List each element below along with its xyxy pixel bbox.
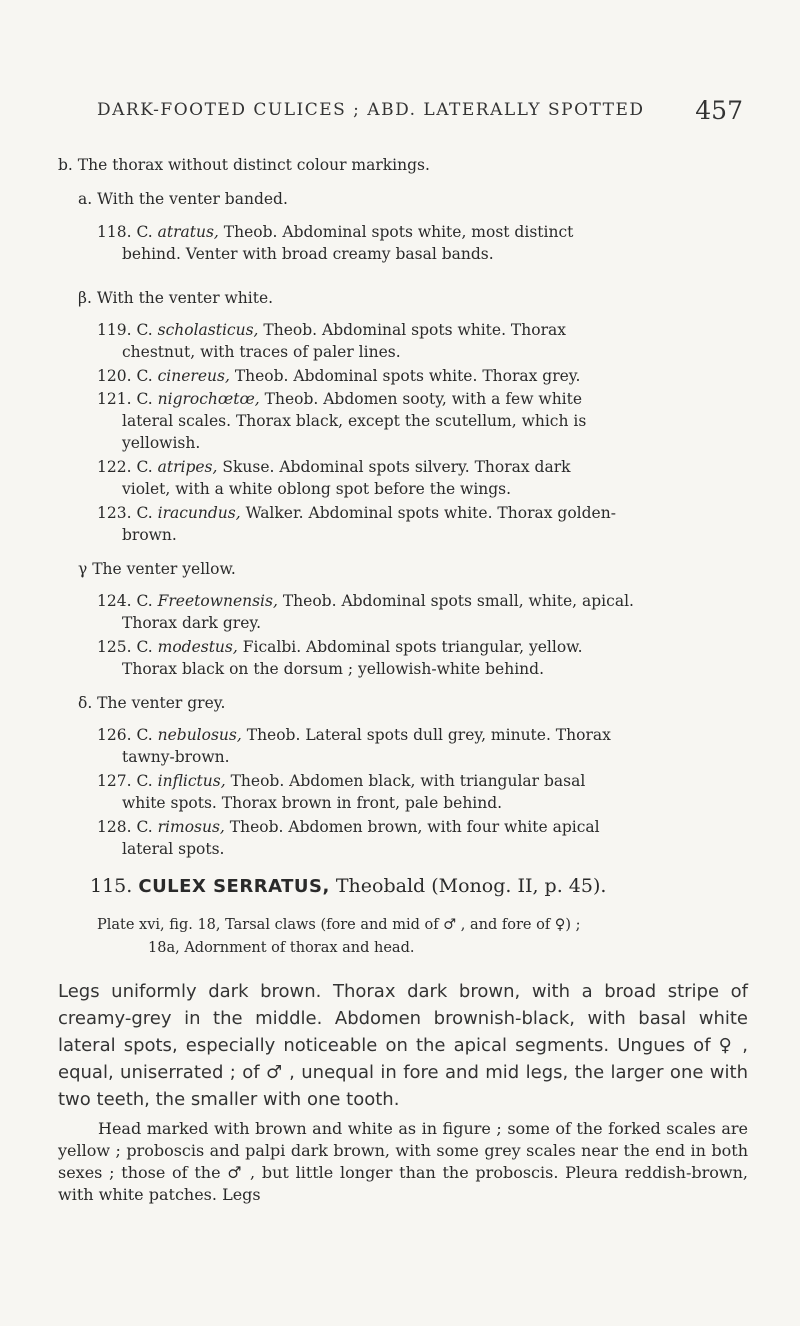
species-heading xyxy=(90,875,606,897)
species-detail xyxy=(58,1118,748,1206)
key-heading-b: b. The thorax without distinct colour markings. xyxy=(58,156,430,174)
key-entry-126: 126. C. nebulosus, Theob. Lateral spots dull grey, minute. Thorax tawny-brown. xyxy=(97,726,611,766)
description-paragraph: Legs uniformly dark brown. Thorax dark brown, with a broad stripe of creamy-grey in the middle. Abdomen brownish-black, with basal white lateral spots, especially noticeable on the apical segments. Ungues of ♀ , equal, uniserrated ; of ♂ , unequal in fore and mid legs, the larger one with two teeth, the smaller with one tooth. xyxy=(58,981,748,1110)
species-number: 115. xyxy=(90,875,133,897)
plate-reference xyxy=(97,914,581,960)
key-heading-delta: δ. The venter grey. xyxy=(78,694,226,712)
key-heading-alpha: a. With the venter banded. xyxy=(78,190,288,208)
key-heading-gamma: γ The venter yellow. xyxy=(78,560,236,578)
key-entry-121: 121. C. nigrochœtœ, Theob. Abdomen sooty, with a few white lateral scales. Thorax black, except the scutellum, which is yellowish. xyxy=(97,390,587,452)
key-heading-beta: β. With the venter white. xyxy=(78,289,274,307)
key-entry-124: 124. C. Freetownensis, Theob. Abdominal spots small, white, apical. Thorax dark grey. xyxy=(97,592,634,632)
species-authority: Theobald (Monog. II, p. 45). xyxy=(335,875,607,897)
plate-line-2: 18a, Adornment of thorax and head. xyxy=(148,940,415,956)
key-entry-125: 125. C. modestus, Ficalbi. Abdominal spots triangular, yellow. Thorax black on the dorsum ; yellowish-white behind. xyxy=(97,638,583,678)
running-head xyxy=(0,96,800,126)
running-head-title: DARK-FOOTED CULICES ; ABD. LATERALLY SPOTTED xyxy=(97,100,645,120)
detail-paragraph: Head marked with brown and white as in figure ; some of the forked scales are yellow ; proboscis and palpi dark brown, with some grey scales near the end in both sexes ; those of the ♂ , but little longer than the proboscis. Pleura reddish-brown, with white patches. Legs xyxy=(58,1119,748,1204)
key-entry-120: 120. C. cinereus, Theob. Abdominal spots white. Thorax grey. xyxy=(97,367,581,385)
key-entry-128: 128. C. rimosus, Theob. Abdomen brown, with four white apical lateral spots. xyxy=(97,818,600,858)
species-name: CULEX SERRATUS, xyxy=(138,876,330,897)
page-number: 457 xyxy=(695,96,743,125)
key-entry-118: 118. C. atratus, Theob. Abdominal spots white, most distinct behind. Venter with broad creamy basal bands. xyxy=(97,223,574,263)
plate-line-1: Plate xvi, fig. 18, Tarsal claws (fore and mid of ♂ , and fore of ♀) ; xyxy=(97,917,581,933)
key-entry-127: 127. C. inflictus, Theob. Abdomen black, with triangular basal white spots. Thorax brown in front, pale behind. xyxy=(97,772,586,812)
key-entry-119: 119. C. scholasticus, Theob. Abdominal spots white. Thorax chestnut, with traces of paler lines. xyxy=(97,321,566,361)
species-description xyxy=(58,978,748,1113)
key-entry-123: 123. C. iracundus, Walker. Abdominal spots white. Thorax golden- brown. xyxy=(97,504,616,544)
key-entry-122: 122. C. atripes, Skuse. Abdominal spots silvery. Thorax dark violet, with a white oblong spot before the wings. xyxy=(97,458,571,498)
